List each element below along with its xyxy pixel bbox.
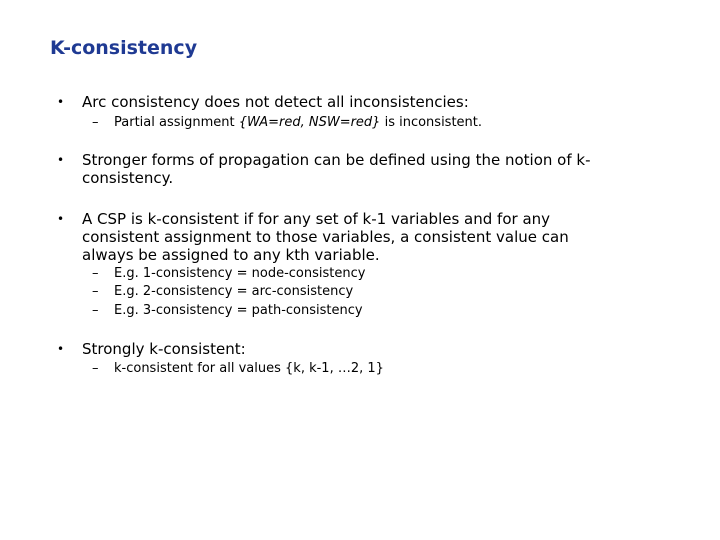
- bullet-text: A CSP is k-consistent if for any set of k-1 variables and for any consistent assignment to those variables, a consistent value can always be assigned to any kth variable.: [82, 210, 569, 264]
- bullet-text: Stronger forms of propagation can be defined using the notion of k-consistency.: [82, 151, 591, 187]
- sub-bullet-text: k-consistent for all values {k, k-1, …2, 1}: [114, 361, 384, 376]
- dash-icon: –: [92, 284, 99, 299]
- bullet-text: Arc consistency does not detect all inconsistencies:: [82, 93, 469, 111]
- bullet-stronger-forms: [57, 151, 642, 187]
- bullet-icon: •: [57, 95, 65, 109]
- dash-icon: –: [92, 115, 99, 130]
- sub-bullet-path-consistency: [92, 302, 634, 320]
- sub-bullet-prefix: Partial assignment: [114, 115, 239, 130]
- sub-bullet-suffix: is inconsistent.: [380, 115, 483, 130]
- sub-bullet-partial-assignment: [92, 114, 634, 132]
- bullet-icon: •: [57, 153, 65, 167]
- sub-bullet-node-consistency: [92, 265, 634, 283]
- dash-icon: –: [92, 303, 99, 318]
- sub-bullet-italic: {WA=red, NSW=red}: [238, 115, 381, 130]
- sub-bullet-text: E.g. 2-consistency = arc-consistency: [114, 284, 354, 299]
- bullet-arc-consistency: [57, 93, 642, 111]
- bullet-strongly-k-consistent: [57, 340, 642, 358]
- slide-title: K-consistency: [50, 37, 198, 59]
- sub-bullet-arc-consistency: [92, 283, 634, 301]
- sub-bullet-text: E.g. 1-consistency = node-consistency: [114, 266, 366, 281]
- bullet-icon: •: [57, 342, 65, 356]
- bullet-text: Strongly k-consistent:: [82, 340, 246, 358]
- dash-icon: –: [92, 361, 99, 376]
- sub-bullet-all-values: [92, 360, 634, 378]
- dash-icon: –: [92, 266, 99, 281]
- bullet-icon: •: [57, 212, 65, 226]
- bullet-csp-definition: [57, 210, 622, 264]
- sub-bullet-text: E.g. 3-consistency = path-consistency: [114, 303, 363, 318]
